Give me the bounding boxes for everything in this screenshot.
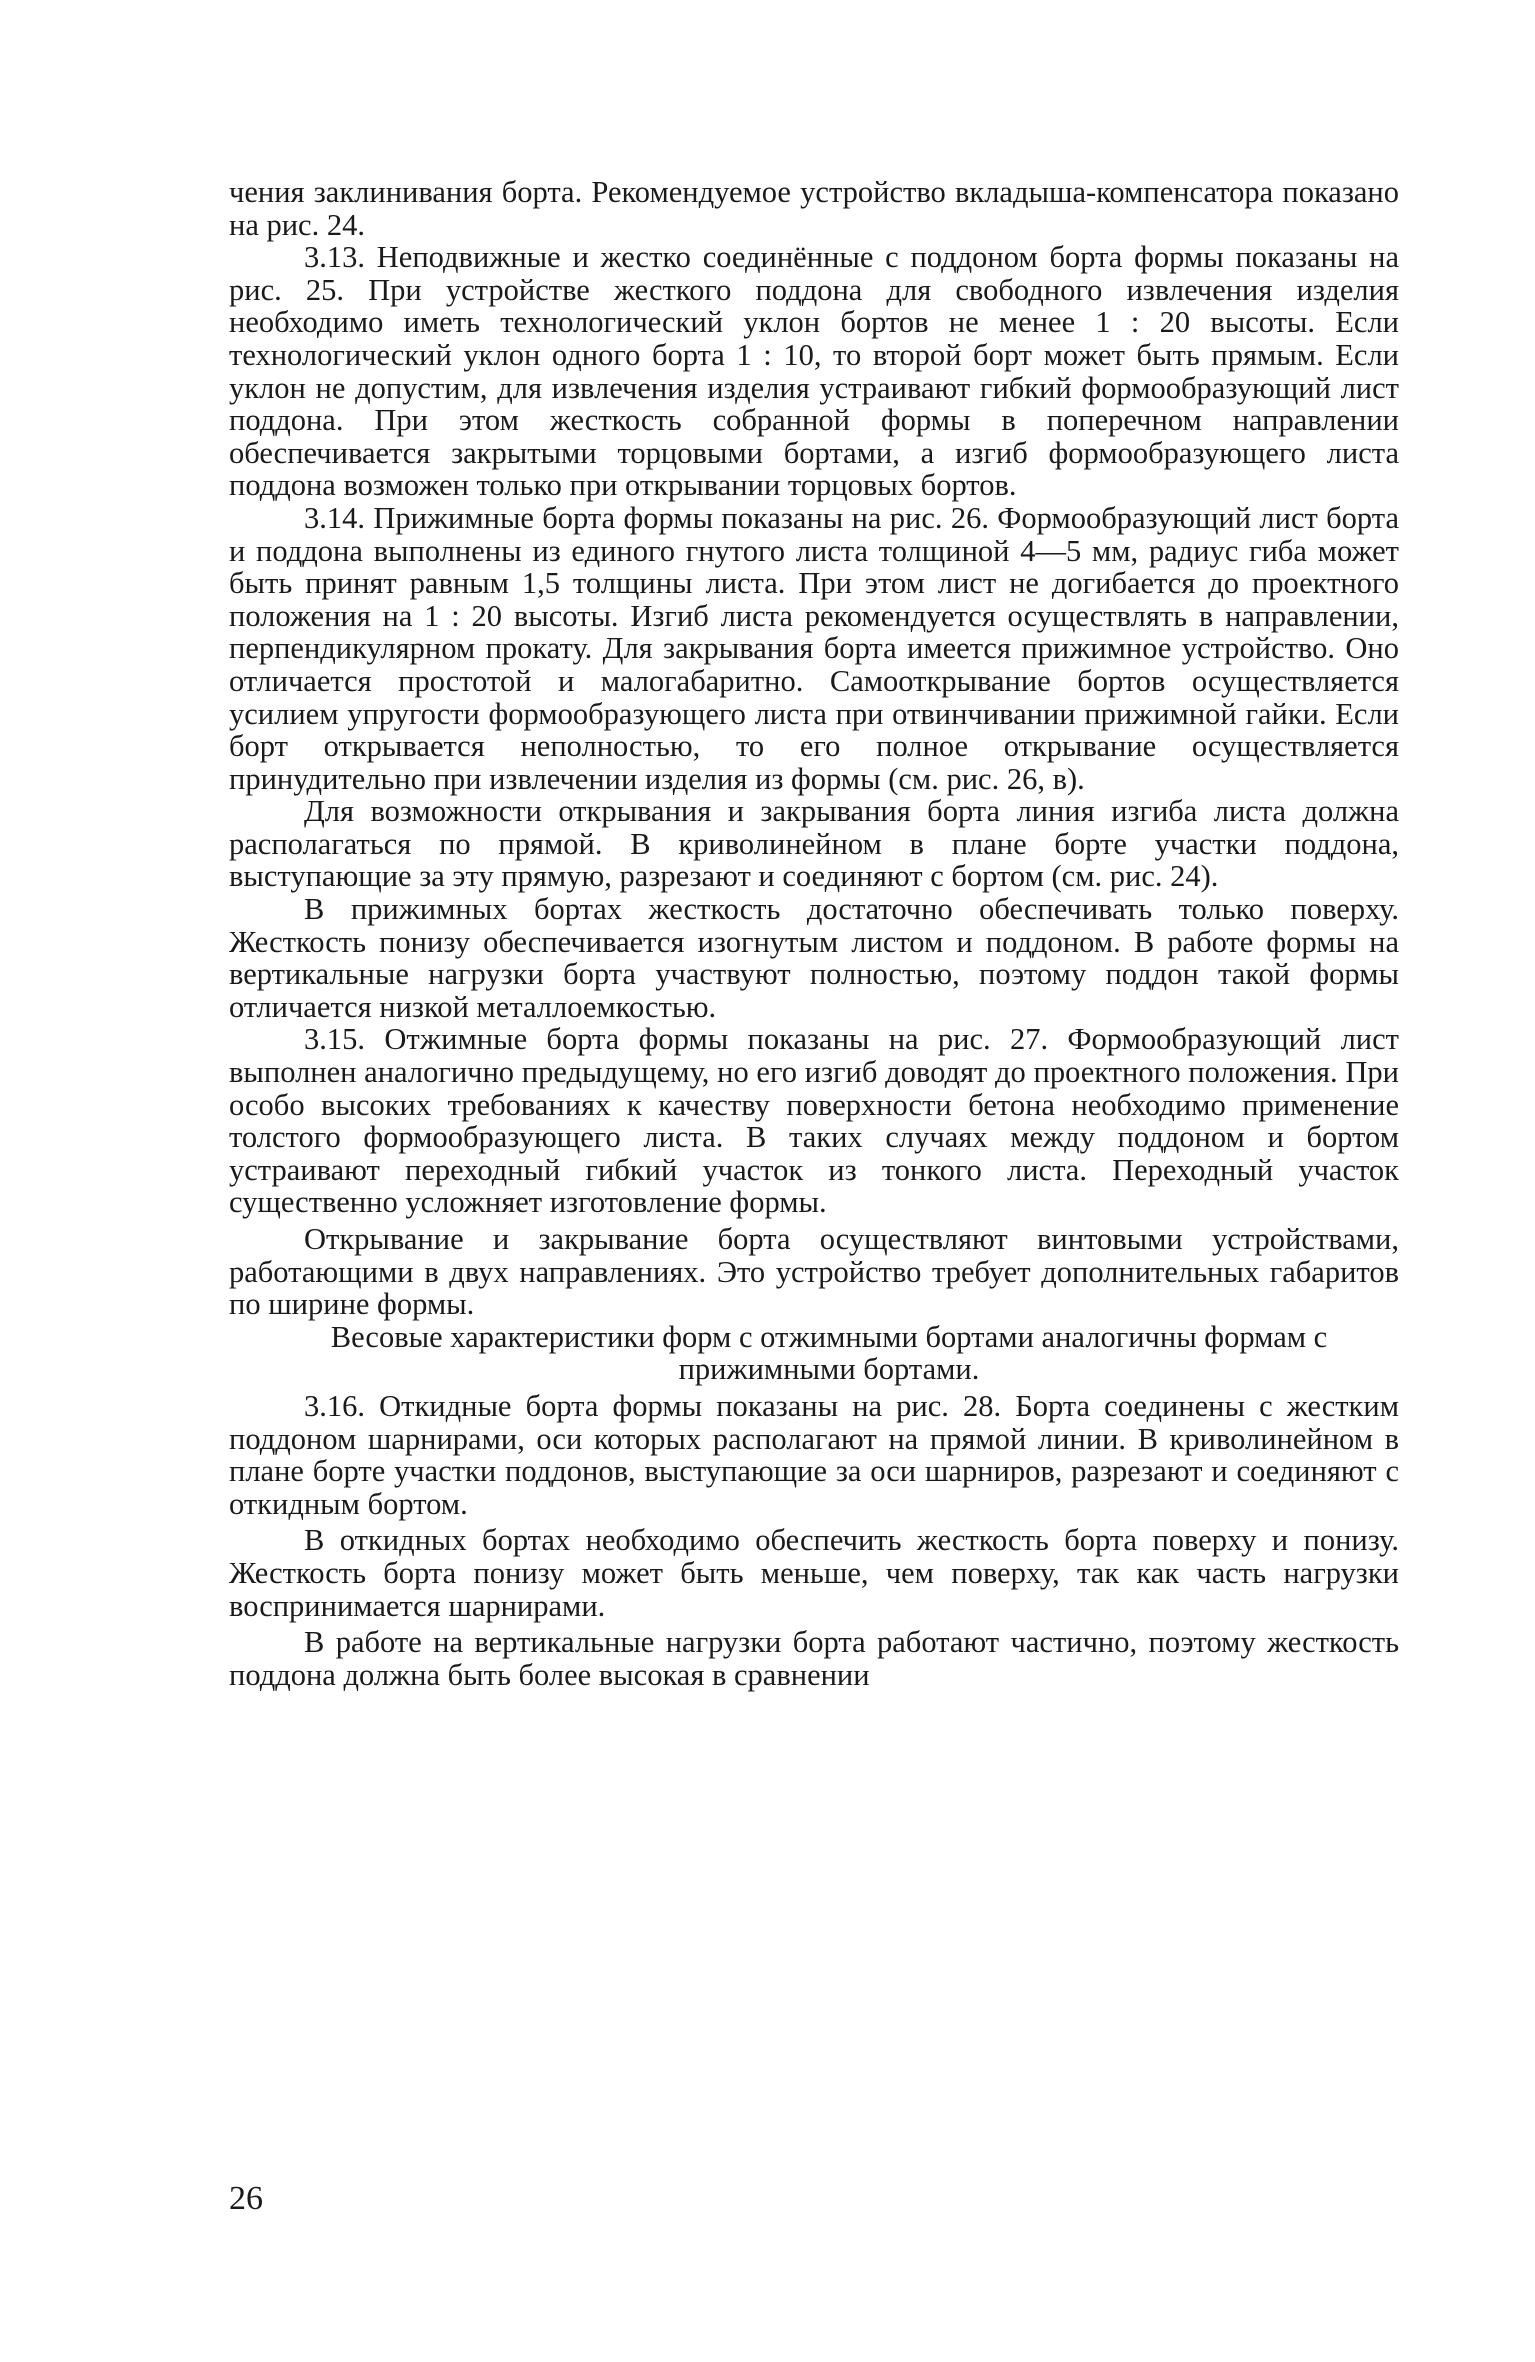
paragraph-3-13: 3.13. Неподвижные и жестко соединённые с поддоном борта формы показаны на рис. 25. При устройстве жесткого поддона для свободного извлечения изделия необходимо иметь технологический уклон бортов не менее 1 : 20 высоты. Если технологический уклон одного борта 1 : 10, то второй борт может быть прямым. Если уклон не допустим, для извлечения изделия устраивают гибкий формообразующий лист поддона. При этом жесткость собранной формы в поперечном направлении обеспечивается закрытыми торцовыми бортами, а изгиб формообразующего листа поддона возможен только при открывании торцовых бортов. — [229, 240, 1399, 503]
body-text — [229, 176, 1399, 1691]
paragraph-clamp-stiffness: В прижимных бортах жесткость достаточно обеспечивать только поверху. Жесткость понизу обеспечивается изогнутым листом и поддоном. В работе формы на вертикальные нагрузки борта участвуют полностью, поэтому поддон такой формы отличается низкой металлоемкостью. — [229, 892, 1399, 1024]
paragraph-continuation: чения заклинивания борта. Рекомендуемое устройство вкладыша-компенсатора показано на рис. 24. — [229, 175, 1399, 242]
page-number: 26 — [229, 2180, 263, 2217]
paragraph-3-16: 3.16. Откидные борта формы показаны на рис. 28. Борта соединены с жестким поддоном шарнирами, оси которых располагают на прямой линии. В криволинейном в плане борте участки поддонов, выступающие за оси шарниров, разрезают и соединяют с откидным бортом. — [229, 1388, 1399, 1521]
paragraph-weight-characteristics: Весовые характеристики форм с отжимными бортами аналогичны формам с прижимными бортами. — [330, 1319, 1328, 1387]
paragraph-3-14: 3.14. Прижимные борта формы показаны на рис. 26. Формообразующий лист борта и поддона выполнены из единого гнутого листа толщиной 4—5 мм, радиус гиба может быть принят равным 1,5 толщины листа. При этом лист не догибается до проектного положения на 1 : 20 высоты. Изгиб листа рекомендуется осуществлять в направлении, перпендикулярном прокату. Для закрывания борта имеется прижимное устройство. Оно отличается простотой и малогабаритно. Самооткрывание бортов осуществляется усилием упругости формообразующего листа при отвинчивании прижимной гайки. Если борт открывается неполностью, то его полное открывание осуществляется принудительно при извлечении изделия из формы (см. рис. 26, в). — [229, 500, 1399, 796]
paragraph-3-15: 3.15. Отжимные борта формы показаны на рис. 27. Формообразующий лист выполнен аналогично предыдущему, но его изгиб доводят до проектного положения. При особо высоких требованиях к качеству поверхности бетона необходимо применение толстого формообразующего листа. В таких случаях между поддоном и бортом устраивают переходный гибкий участок из тонкого листа. Переходный участок существенно усложняет изготовление формы. — [229, 1022, 1399, 1220]
paragraph-screw-devices: Открывание и закрывание борта осуществляют винтовыми устройствами, работающими в двух направлениях. Это устройство требует дополнительных габаритов по ширине формы. — [229, 1222, 1399, 1322]
paragraph-bend-line: Для возможности открывания и закрывания борта линия изгиба листа должна располагаться по прямой. В криволинейном в плане борте участки поддона, выступающие за эту прямую, разрезают и соединяют с бортом (см. рис. 24). — [229, 794, 1399, 894]
paragraph-vertical-loads: В работе на вертикальные нагрузки борта работают частично, поэтому жесткость поддона должна быть более высокая в сравнении — [229, 1625, 1399, 1692]
paragraph-hinged-stiffness: В откидных бортах необходимо обеспечить жесткость борта поверху и понизу. Жесткость борта понизу может быть меньше, чем поверху, так как часть нагрузки воспринимается шарнирами. — [229, 1523, 1399, 1623]
